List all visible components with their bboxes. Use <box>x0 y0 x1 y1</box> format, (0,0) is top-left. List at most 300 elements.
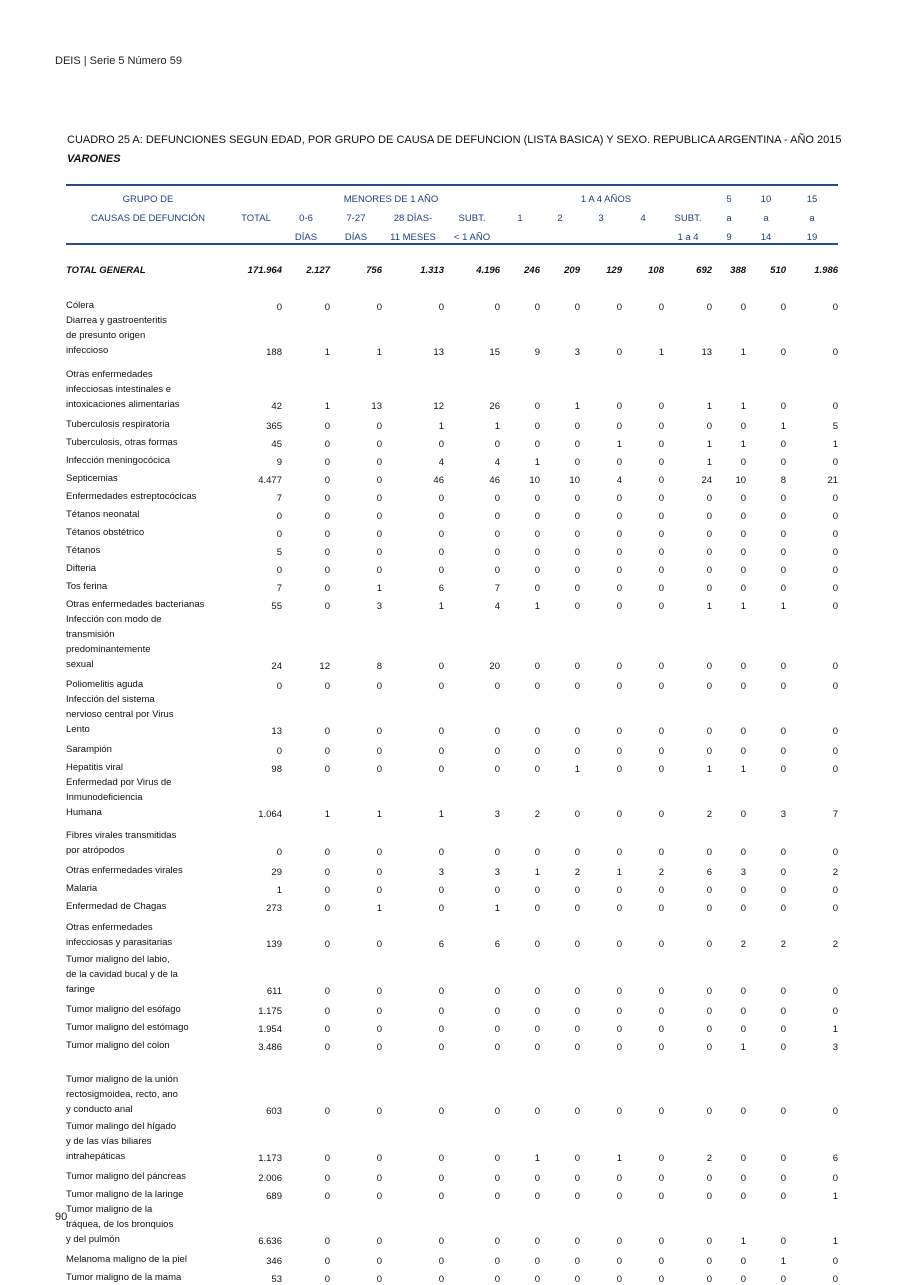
value-cell: 13 <box>371 401 382 412</box>
value-cell: 0 <box>832 1173 839 1184</box>
col-1a4-group: 1 A 4 AÑOS <box>500 185 712 205</box>
value-cell: 1 <box>324 347 330 358</box>
value-cell: 0 <box>616 847 622 858</box>
value-cell: 0 <box>376 302 382 313</box>
value-cell: 0 <box>616 529 622 540</box>
value-cell: 15 <box>489 347 500 358</box>
value-cell: 0 <box>616 939 622 950</box>
value-cell: 0 <box>534 661 540 672</box>
value-cell: 0 <box>740 986 747 997</box>
value-cell: 0 <box>324 457 330 468</box>
value-cell: 0 <box>832 726 839 737</box>
cause-label: Malaria <box>66 883 98 894</box>
value-cell: 0 <box>534 1256 540 1267</box>
cause-label: Tos ferina <box>66 581 108 592</box>
value-cell: 0 <box>780 1153 787 1164</box>
value-cell: 0 <box>740 302 747 313</box>
value-cell: 0 <box>706 1236 713 1247</box>
value-cell: 611 <box>266 986 282 997</box>
value-cell: 0 <box>706 1024 713 1035</box>
value-cell: 0 <box>780 1024 787 1035</box>
table-row <box>66 295 838 313</box>
value-cell: 0 <box>616 421 622 432</box>
value-cell: 2 <box>706 809 713 820</box>
value-cell: 4 <box>494 601 500 612</box>
value-cell: 0 <box>494 986 500 997</box>
value-cell: 0 <box>740 885 747 896</box>
value-cell: 0 <box>438 986 444 997</box>
value-cell: 0 <box>324 1006 330 1017</box>
value-cell: 26 <box>489 401 500 412</box>
value-cell: 0 <box>740 903 747 914</box>
value-cell: 0 <box>324 1191 330 1202</box>
value-cell: 0 <box>534 986 540 997</box>
value-cell: 0 <box>324 1042 330 1053</box>
value-cell: 0 <box>376 493 382 504</box>
value-cell: 0 <box>438 511 444 522</box>
cause-label: Tumor maligno del colon <box>66 1040 170 1051</box>
cause-label: Difteria <box>66 563 97 574</box>
value-cell: 0 <box>276 529 282 540</box>
value-cell: 1 <box>534 457 540 468</box>
value-cell: 1 <box>658 347 664 358</box>
value-cell: 1.064 <box>258 809 282 820</box>
value-cell: 0 <box>616 511 622 522</box>
value-cell: 0 <box>706 746 713 757</box>
value-cell: 4 <box>616 475 622 486</box>
value-cell: 0 <box>832 903 839 914</box>
value-cell: 12 <box>319 661 330 672</box>
value-cell: 0 <box>658 401 664 412</box>
value-cell: 0 <box>376 529 382 540</box>
value-cell: 10 <box>735 475 747 486</box>
value-cell: 1 <box>276 885 282 896</box>
value-cell: 0 <box>780 726 787 737</box>
value-cell: 0 <box>740 1106 747 1117</box>
table-row <box>66 486 838 504</box>
value-cell: 0 <box>658 939 664 950</box>
value-cell: 0 <box>740 529 747 540</box>
value-cell: 2 <box>658 867 664 878</box>
value-cell: 0 <box>324 986 330 997</box>
value-cell: 0 <box>574 1256 580 1267</box>
value-cell: 0 <box>534 493 540 504</box>
value-cell: 0 <box>832 583 839 594</box>
value-cell: 0 <box>780 457 787 468</box>
value-cell: 0 <box>740 1024 747 1035</box>
table-row <box>66 504 838 522</box>
value-cell: 0 <box>780 1236 787 1247</box>
value-cell: 0 <box>324 1236 330 1247</box>
value-cell: 0 <box>706 1173 713 1184</box>
value-cell: 0 <box>658 847 664 858</box>
value-cell: 0 <box>574 439 580 450</box>
value-cell: 0 <box>706 986 713 997</box>
value-cell: 0 <box>780 529 787 540</box>
value-cell: 0 <box>616 986 622 997</box>
cause-label: Tumor maligno del labio, de la cavidad bucal y de la faringe <box>66 954 178 995</box>
value-cell: 0 <box>780 1042 787 1053</box>
value-cell: 1.175 <box>258 1006 282 1017</box>
value-cell: 1 <box>832 1024 839 1035</box>
value-cell: 0 <box>534 903 540 914</box>
value-cell: 0 <box>376 1042 382 1053</box>
cause-label: Diarrea y gastroenteritis de presunto origen infeccioso <box>66 315 167 356</box>
value-cell: 0 <box>376 746 382 757</box>
value-cell: 0 <box>534 681 540 692</box>
value-cell: 0 <box>740 583 747 594</box>
value-cell: 0 <box>438 681 444 692</box>
table-row <box>66 914 838 952</box>
value-cell: 0 <box>534 439 540 450</box>
value-cell: 1 <box>376 903 382 914</box>
value-cell: 0 <box>658 809 664 820</box>
value-cell: 0 <box>616 1236 622 1247</box>
value-cell: 1 <box>740 347 747 358</box>
cause-label: Tumor maligno de la tráquea, de los bronquios y del pulmón <box>66 1204 174 1245</box>
value-cell: 0 <box>534 885 540 896</box>
value-cell: 0 <box>780 681 787 692</box>
table-row <box>66 822 838 860</box>
value-cell: 0 <box>494 1191 500 1202</box>
table-row <box>66 313 838 360</box>
table-row <box>66 612 838 674</box>
col-subt2-header: SUBT. <box>674 213 702 224</box>
value-cell: 0 <box>616 1106 622 1117</box>
value-cell: 0 <box>438 565 444 576</box>
value-cell: 0 <box>574 885 580 896</box>
value-cell: 0 <box>376 1153 382 1164</box>
value-cell: 0 <box>740 661 747 672</box>
value-cell: 0 <box>658 1274 664 1285</box>
value-cell: 0 <box>376 475 382 486</box>
value-cell: 0 <box>574 1173 580 1184</box>
value-cell: 0 <box>616 457 622 468</box>
value-cell: 0 <box>706 885 713 896</box>
value-cell: 0 <box>832 1106 839 1117</box>
value-cell: 0 <box>376 1106 382 1117</box>
value-cell: 1 <box>706 764 713 775</box>
value-cell: 4 <box>494 457 500 468</box>
value-cell: 0 <box>658 1173 664 1184</box>
value-cell: 0 <box>740 511 747 522</box>
value-cell: 1 <box>740 401 747 412</box>
value-cell: 1 <box>574 401 580 412</box>
cause-label: Cólera <box>66 300 94 311</box>
value-cell: 0 <box>658 475 664 486</box>
value-cell: 0 <box>324 885 330 896</box>
value-cell: 0 <box>324 1024 330 1035</box>
value-cell: 0 <box>706 529 713 540</box>
value-cell: 0 <box>376 681 382 692</box>
value-cell: 0 <box>324 746 330 757</box>
value-cell: 0 <box>616 547 622 558</box>
value-cell: 0 <box>706 726 713 737</box>
value-cell: 6.636 <box>258 1236 282 1247</box>
value-cell: 0 <box>658 681 664 692</box>
value-cell: 0 <box>324 601 330 612</box>
value-cell: 7 <box>276 493 282 504</box>
table-row <box>66 775 838 822</box>
value-cell: 0 <box>438 493 444 504</box>
value-cell: 0 <box>276 565 282 576</box>
value-cell: 0 <box>706 1274 713 1285</box>
value-cell: 0 <box>574 1106 580 1117</box>
value-cell: 0 <box>574 601 580 612</box>
value-cell: 7 <box>832 809 839 820</box>
value-cell: 1 <box>438 421 444 432</box>
value-cell: 1 <box>832 1236 839 1247</box>
value-cell: 0 <box>324 565 330 576</box>
value-cell: 0 <box>324 764 330 775</box>
value-cell: 1 <box>740 764 747 775</box>
value-cell: 0 <box>438 1274 444 1285</box>
value-cell: 1 <box>616 1153 622 1164</box>
value-cell: 13 <box>701 347 713 358</box>
value-cell: 0 <box>658 1191 664 1202</box>
value-cell: 0 <box>706 511 713 522</box>
cause-label: Tumor maligno de la mama <box>66 1272 182 1283</box>
table-row <box>66 540 838 558</box>
col-total-header: TOTAL <box>241 213 271 224</box>
value-cell: 0 <box>376 1274 382 1285</box>
cause-label: Enfermedad de Chagas <box>66 901 167 912</box>
value-cell: 0 <box>706 903 713 914</box>
value-cell: 0 <box>658 547 664 558</box>
value-cell: 0 <box>780 847 787 858</box>
value-cell: 2 <box>780 939 787 950</box>
value-cell: 0 <box>494 1274 500 1285</box>
value-cell: 0 <box>832 681 839 692</box>
table-row <box>66 952 838 999</box>
value-cell: 0 <box>534 939 540 950</box>
value-cell: 0 <box>616 1191 622 1202</box>
value-cell: 0 <box>376 457 382 468</box>
table-row <box>66 896 838 914</box>
value-cell: 24 <box>271 661 282 672</box>
value-cell: 0 <box>616 1173 622 1184</box>
value-cell: 0 <box>616 601 622 612</box>
cause-label: Otras enfermedades virales <box>66 865 183 876</box>
cause-label: Melanoma maligno de la piel <box>66 1254 187 1265</box>
value-cell: 0 <box>276 746 282 757</box>
value-cell: 1 <box>534 601 540 612</box>
value-cell: 1 <box>706 439 713 450</box>
value-cell: 1 <box>706 401 713 412</box>
value-cell: 0 <box>574 493 580 504</box>
value-cell: 0 <box>438 847 444 858</box>
value-cell: 0 <box>534 1106 540 1117</box>
value-cell: 0 <box>574 1024 580 1035</box>
value-cell: 5 <box>276 547 282 558</box>
table-row <box>66 692 838 739</box>
value-cell: 0 <box>494 726 500 737</box>
value-cell: 0 <box>574 547 580 558</box>
value-cell: 0 <box>658 764 664 775</box>
value-cell: 0 <box>438 746 444 757</box>
page-number: 90 <box>55 1211 68 1223</box>
value-cell: 0 <box>574 1191 580 1202</box>
value-cell: 0 <box>832 347 839 358</box>
value-cell: 0 <box>534 529 540 540</box>
value-cell: 0 <box>616 565 622 576</box>
value-cell: 0 <box>324 939 330 950</box>
value-cell: 0 <box>494 885 500 896</box>
value-cell: 1 <box>494 903 500 914</box>
value-cell: 0 <box>780 885 787 896</box>
value-cell: 6 <box>438 939 444 950</box>
value-cell: 0 <box>706 1006 713 1017</box>
value-cell: 0 <box>534 401 540 412</box>
value-cell: 0 <box>780 1006 787 1017</box>
value-cell: 0 <box>706 939 713 950</box>
value-cell: 0 <box>780 867 787 878</box>
value-cell: 0 <box>574 746 580 757</box>
value-cell: 0 <box>574 511 580 522</box>
value-cell: 0 <box>658 583 664 594</box>
value-cell: 1 <box>574 764 580 775</box>
table-row <box>66 1267 838 1285</box>
value-cell: 0 <box>780 986 787 997</box>
value-cell: 2 <box>740 939 747 950</box>
value-cell: 0 <box>616 1274 622 1285</box>
value-cell: 0 <box>534 746 540 757</box>
cause-label: Enfermedad por Virus de Inmunodeficiencia Humana <box>66 777 172 818</box>
value-cell: 0 <box>780 401 787 412</box>
table-row <box>66 360 838 414</box>
value-cell: 0 <box>832 529 839 540</box>
col-28d-header: 28 DÍAS- <box>393 213 433 224</box>
value-cell: 0 <box>658 661 664 672</box>
value-cell: 2.006 <box>258 1173 282 1184</box>
cause-label: Tétanos neonatal <box>66 509 140 520</box>
value-cell: 0 <box>438 1236 444 1247</box>
value-cell: 1 <box>706 457 713 468</box>
value-cell: 0 <box>376 1236 382 1247</box>
value-cell: 0 <box>706 547 713 558</box>
value-cell: 0 <box>616 347 622 358</box>
value-cell: 689 <box>266 1191 282 1202</box>
value-cell: 0 <box>534 726 540 737</box>
table-row <box>66 1249 838 1267</box>
value-cell: 0 <box>438 547 444 558</box>
cause-label: Tétanos obstétrico <box>66 527 145 538</box>
value-cell: 10 <box>529 475 540 486</box>
value-cell: 0 <box>616 746 622 757</box>
value-cell: 7 <box>494 583 500 594</box>
cause-label: Tumor maligno del páncreas <box>66 1171 187 1182</box>
value-cell: 0 <box>324 903 330 914</box>
value-cell: 2 <box>832 867 839 878</box>
value-cell: 0 <box>574 939 580 950</box>
value-cell: 0 <box>494 746 500 757</box>
value-cell: 1 <box>832 439 839 450</box>
col-causas-header: CAUSAS DE DEFUNCIÓN <box>90 213 205 224</box>
value-cell: 0 <box>534 547 540 558</box>
table-row <box>66 594 838 612</box>
value-cell: 6 <box>494 939 500 950</box>
value-cell: 0 <box>438 1006 444 1017</box>
value-cell: 0 <box>706 583 713 594</box>
table-row <box>66 450 838 468</box>
value-cell: 0 <box>376 986 382 997</box>
value-cell: 0 <box>376 1024 382 1035</box>
value-cell: 0 <box>324 439 330 450</box>
value-cell: 0 <box>832 601 839 612</box>
value-cell: 0 <box>574 1274 580 1285</box>
value-cell: 0 <box>324 681 330 692</box>
value-cell: 3 <box>780 809 787 820</box>
value-cell: 0 <box>574 421 580 432</box>
value-cell: 0 <box>324 475 330 486</box>
value-cell: 0 <box>376 867 382 878</box>
value-cell: 0 <box>832 661 839 672</box>
value-cell: 0 <box>376 1173 382 1184</box>
value-cell: 0 <box>832 302 839 313</box>
cause-label: Tuberculosis respiratoria <box>66 419 170 430</box>
value-cell: 0 <box>740 457 747 468</box>
cause-label: Hepatitis viral <box>66 762 124 773</box>
value-cell: 0 <box>616 661 622 672</box>
value-cell: 42 <box>271 401 282 412</box>
value-cell: 0 <box>780 547 787 558</box>
value-cell: 0 <box>616 903 622 914</box>
cause-label: Sarampión <box>66 744 112 755</box>
value-cell: 1 <box>438 601 444 612</box>
value-cell: 0 <box>706 1191 713 1202</box>
value-cell: 0 <box>706 681 713 692</box>
table-subtitle: VARONES <box>67 153 121 165</box>
table-row <box>66 860 838 878</box>
value-cell: 0 <box>494 1006 500 1017</box>
value-cell: 0 <box>324 583 330 594</box>
value-cell: 0 <box>780 1274 787 1285</box>
value-cell: 0 <box>832 565 839 576</box>
value-cell: 0 <box>438 1173 444 1184</box>
value-cell: 0 <box>376 421 382 432</box>
value-cell: 46 <box>433 475 444 486</box>
value-cell: 1.173 <box>258 1153 282 1164</box>
value-cell: 0 <box>832 764 839 775</box>
value-cell: 3 <box>376 601 382 612</box>
value-cell: 0 <box>438 903 444 914</box>
value-cell: 0 <box>780 1191 787 1202</box>
cause-label: Infección con modo de transmisión predominantemente sexual <box>66 614 162 670</box>
value-cell: 0 <box>658 1236 664 1247</box>
value-cell: 0 <box>832 493 839 504</box>
value-cell: 5 <box>832 421 839 432</box>
value-cell: 0 <box>494 764 500 775</box>
value-cell: 0 <box>574 1042 580 1053</box>
value-cell: 1 <box>324 401 330 412</box>
value-cell: 0 <box>740 1256 747 1267</box>
value-cell: 0 <box>324 1106 330 1117</box>
cause-label: Tuberculosis, otras formas <box>66 437 178 448</box>
value-cell: 9 <box>534 347 540 358</box>
value-cell: 1 <box>616 867 622 878</box>
value-cell: 0 <box>276 511 282 522</box>
table-row <box>66 999 838 1017</box>
value-cell: 6 <box>832 1153 839 1164</box>
value-cell: 53 <box>271 1274 282 1285</box>
value-cell: 0 <box>706 1042 713 1053</box>
value-cell: 0 <box>438 1153 444 1164</box>
value-cell: 0 <box>658 601 664 612</box>
value-cell: 1 <box>780 421 787 432</box>
value-cell: 0 <box>438 1256 444 1267</box>
value-cell: 346 <box>266 1256 282 1267</box>
cause-label: Otras enfermedades infecciosas y parasitarias <box>66 922 173 948</box>
